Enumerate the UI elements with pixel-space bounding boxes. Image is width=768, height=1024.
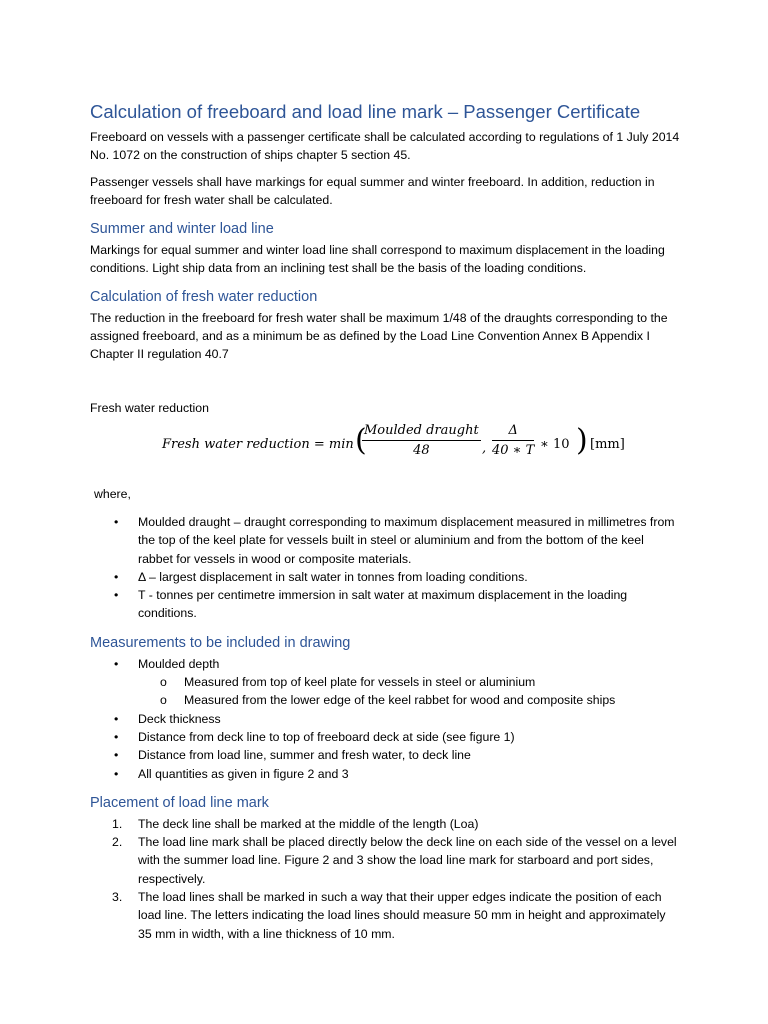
list-item: • All quantities as given in figure 2 and 3: [90, 765, 680, 783]
list-number: 2.: [112, 835, 123, 850]
heading-placement: Placement of load line mark: [90, 794, 269, 811]
placement-list: [90, 815, 680, 943]
bullet-icon: •: [114, 515, 119, 529]
list-item: • Distance from deck line to top of freeboard deck at side (see figure 1): [90, 728, 680, 746]
list-item: • Deck thickness: [90, 710, 680, 728]
list-item: • Δ – largest displacement in salt water in tonnes from loading conditions.: [90, 568, 680, 586]
document-page: [90, 100, 680, 943]
formula-frac1-numerator: Moulded draught: [362, 423, 481, 441]
list-item: o Measured from the lower edge of the keel rabbet for wood and composite ships: [90, 691, 680, 709]
list-number: 1.: [112, 816, 123, 831]
formula-fraction-draught: [362, 423, 481, 458]
heading-measurements: Measurements to be included in drawing: [90, 634, 351, 651]
measurements-sub-list: [90, 673, 680, 710]
bullet-icon: •: [114, 748, 119, 763]
list-item: • Moulded draught – draught corresponding to maximum displacement measured in millimetres from the top of the keel plate for vessels built in steel or aluminium and from the bottom of the keel rabbet for vessels in wood or composite materials.: [114, 515, 675, 566]
bullet-icon: •: [114, 588, 119, 603]
bullet-icon: •: [114, 569, 119, 584]
list-number: 3.: [112, 890, 123, 905]
circle-bullet-icon: o: [160, 675, 167, 690]
formula-close-paren: ): [576, 423, 588, 458]
formula-unit: [mm]: [590, 437, 625, 452]
heading-summer-winter: Summer and winter load line: [90, 221, 274, 237]
bullet-icon: •: [114, 729, 119, 744]
formula-comma: ,: [482, 441, 487, 456]
list-item: 2. The load line mark shall be placed directly below the deck line on each side of the vessel on a level with the summer load line. Figure 2 and 3 show the load line mark for starboard and port sides, respectively.: [112, 835, 677, 886]
definition-list: [90, 513, 680, 623]
list-item: 3. The load lines shall be marked in such a way that their upper edges indicate the position of each load line. The letters indicating the load lines should measure 50 mm in height and approximately 35 mm in width, with a line thickness of 10 mm.: [112, 890, 666, 941]
fresh-water-text: The reduction in the freeboard for fresh water shall be maximum 1/48 of the draughts corresponding to the assigned freeboard, and as a minimum be as defined by the Load Line Convention Annex B Appendix I Chapter II regulation 40.7: [90, 311, 668, 361]
formula-fraction-displacement: [492, 423, 534, 458]
formula-frac2-numerator: Δ: [492, 423, 534, 441]
formula-frac2-denominator: 40 ∗ T: [492, 443, 535, 458]
summer-winter-text: Markings for equal summer and winter load line shall correspond to maximum displacement in the loading conditions. Light ship data from an inclining test shall be the basis of the loading conditions.: [90, 243, 665, 275]
formula-open-paren: (: [355, 423, 367, 458]
list-item: • T - tonnes per centimetre immersion in salt water at maximum displacement in the loading conditions.: [114, 588, 628, 621]
intro-paragraph-2: Passenger vessels shall have markings for equal summer and winter freeboard. In addition, reduction in freeboard for fresh water shall be calculated.: [90, 175, 655, 207]
list-item: • Moulded depth: [90, 655, 680, 673]
measurements-list-continued: [90, 710, 680, 783]
list-item: 1. The deck line shall be marked at the middle of the length (Loa): [90, 815, 680, 833]
list-item: • Distance from load line, summer and fresh water, to deck line: [90, 746, 680, 764]
formula-lhs: Fresh water reduction = min: [162, 437, 354, 452]
measurements-list: [90, 655, 680, 673]
bullet-icon: •: [114, 656, 119, 671]
fresh-water-formula: [162, 423, 680, 467]
bullet-icon: •: [114, 766, 119, 781]
formula-frac1-denominator: 48: [413, 443, 430, 458]
fresh-water-label: Fresh water reduction: [90, 401, 209, 415]
where-label: where,: [94, 487, 131, 501]
bullet-icon: •: [114, 711, 119, 726]
formula-multiplier: ∗ 10: [540, 437, 570, 452]
intro-paragraph-1: Freeboard on vessels with a passenger certificate shall be calculated according to regulations of 1 July 2014 No. 1072 on the construction of ships chapter 5 section 45.: [90, 130, 680, 162]
list-item: o Measured from top of keel plate for vessels in steel or aluminium: [90, 673, 680, 691]
heading-fresh-water: Calculation of fresh water reduction: [90, 289, 318, 305]
page-title: Calculation of freeboard and load line mark – Passenger Certificate: [90, 101, 641, 122]
circle-bullet-icon: o: [160, 693, 167, 708]
